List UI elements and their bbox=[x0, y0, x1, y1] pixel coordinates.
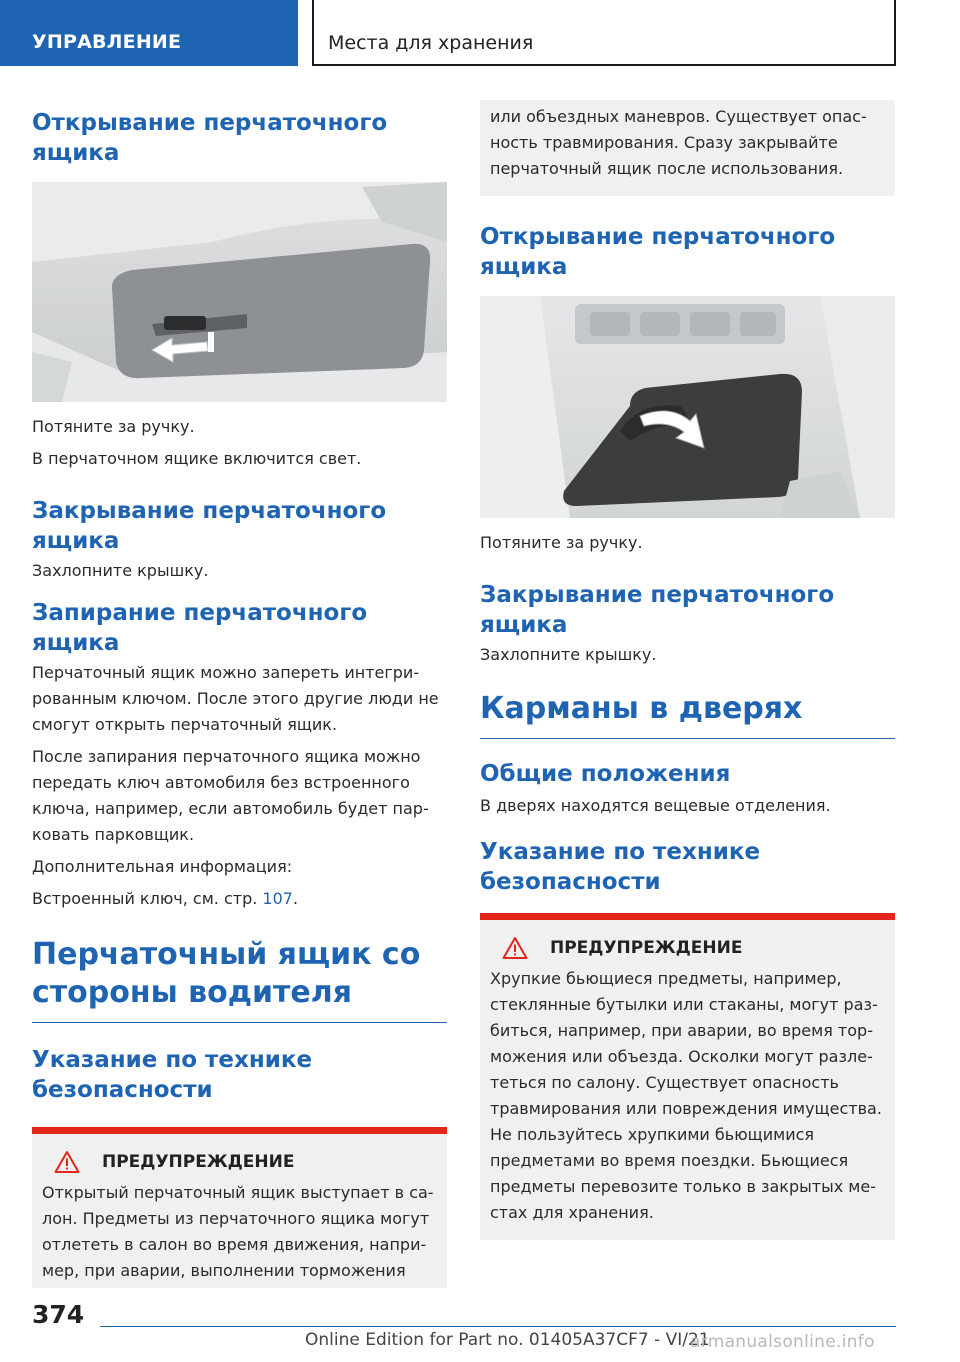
text-close-lid-driver: Захлопните крышку. bbox=[480, 645, 657, 664]
page-link-107[interactable]: 107 bbox=[262, 889, 293, 908]
heading-lock-glovebox: Запирание перчаточного ящика bbox=[32, 600, 368, 656]
text-close-lid: Захлопните крышку. bbox=[32, 561, 209, 580]
heading-open-glovebox: Открывание перчаточного ящика bbox=[32, 110, 388, 166]
warning-text-continued: или объездных маневров. Существует опасность травмирования. Сразу закрывайте перчаточный ящик после использования. bbox=[490, 107, 867, 178]
text-period: . bbox=[292, 889, 299, 908]
warning-header-right bbox=[490, 936, 885, 960]
page-header bbox=[0, 0, 960, 66]
warning-bar bbox=[32, 1127, 447, 1134]
warning-header bbox=[42, 1150, 437, 1174]
text-lock-2: После запирания перчаточного ящика можно передать ключ автомобиля без встроенного ключа, например, если автомобиль будет парковать парковщик. bbox=[32, 747, 429, 844]
heading-close-glovebox: Закрывание перчаточного ящика bbox=[32, 498, 387, 554]
heading-driver-glovebox: Перчаточный ящик со стороны водителя bbox=[32, 937, 421, 1010]
warning-text: Открытый перчаточный ящик выступает в салон. Предметы из перчаточного ящика могут отлететь в салон во время движения, например, при аварии, выполнении торможения bbox=[42, 1183, 434, 1280]
warning-panel bbox=[32, 1134, 447, 1288]
page-number: 374 bbox=[32, 1300, 85, 1329]
warning-panel-continued bbox=[480, 100, 895, 196]
warning-text-right: Хрупкие бьющиеся предметы, например, стеклянные бутылки или стаканы, могут разбиться, например, при аварии, во время торможения или объезда. Осколки могут разлететься по салону. Существует опасность травмирования или повреждения имущества. Не пользуйтесь хрупкими бьющимися предметами во время поездки. Бьющиеся предметы перевозите только в закрытых местах для хранения. bbox=[490, 969, 882, 1222]
text-lock-1: Перчаточный ящик можно запереть интегрированным ключом. После этого другие люди не смогут открыть перчаточный ящик. bbox=[32, 663, 439, 734]
heading-open-driver-glovebox: Открывание перчаточного ящика bbox=[480, 224, 836, 280]
heading-door-pockets: Карманы в дверях bbox=[480, 691, 803, 726]
heading-safety-note-left: Указание по технике безопасности bbox=[32, 1047, 313, 1103]
heading-safety-note-right: Указание по технике безопасности bbox=[480, 839, 761, 895]
heading-rule-right bbox=[480, 738, 895, 739]
text-integrated-key-ref: Встроенный ключ, см. стр. bbox=[32, 889, 258, 908]
warning-title: ПРЕДУПРЕЖДЕНИЕ bbox=[102, 1152, 295, 1172]
footer-rule bbox=[100, 1326, 896, 1327]
warning-box-right bbox=[480, 913, 895, 1240]
warning-triangle-icon bbox=[502, 936, 528, 960]
text-light-on: В перчаточном ящике включится свет. bbox=[32, 449, 362, 468]
photo-glovebox-passenger bbox=[32, 182, 447, 402]
text-pull-handle-driver: Потяните за ручку. bbox=[480, 533, 643, 552]
warning-panel-right bbox=[480, 920, 895, 1240]
warning-title-right: ПРЕДУПРЕЖДЕНИЕ bbox=[550, 938, 743, 958]
photo-glovebox-driver bbox=[480, 296, 895, 518]
section-title: Места для хранения bbox=[312, 0, 896, 66]
warning-triangle-icon bbox=[54, 1150, 80, 1174]
text-lock-3: Дополнительная информация: bbox=[32, 857, 293, 876]
text-pull-handle: Потяните за ручку. bbox=[32, 417, 195, 436]
warning-box-left bbox=[32, 1127, 447, 1288]
text-lock-4 bbox=[32, 886, 447, 912]
chapter-tab: УПРАВЛЕНИЕ bbox=[0, 0, 298, 66]
footer-edition: Online Edition for Part no. 01405A37CF7 - VI/21 bbox=[305, 1330, 710, 1350]
footer-watermark: armanualsonline.info bbox=[690, 1332, 875, 1352]
driver-glovebox-illustration bbox=[480, 296, 895, 518]
warning-bar-right bbox=[480, 913, 895, 920]
heading-rule bbox=[32, 1022, 447, 1023]
glovebox-illustration bbox=[32, 182, 447, 402]
heading-general: Общие положения bbox=[480, 761, 731, 787]
left-column bbox=[32, 102, 447, 1288]
text-door-compartments: В дверях находятся вещевые отделения. bbox=[480, 796, 831, 815]
right-column bbox=[480, 100, 895, 1240]
heading-close-driver-glovebox: Закрывание перчаточного ящика bbox=[480, 582, 835, 638]
